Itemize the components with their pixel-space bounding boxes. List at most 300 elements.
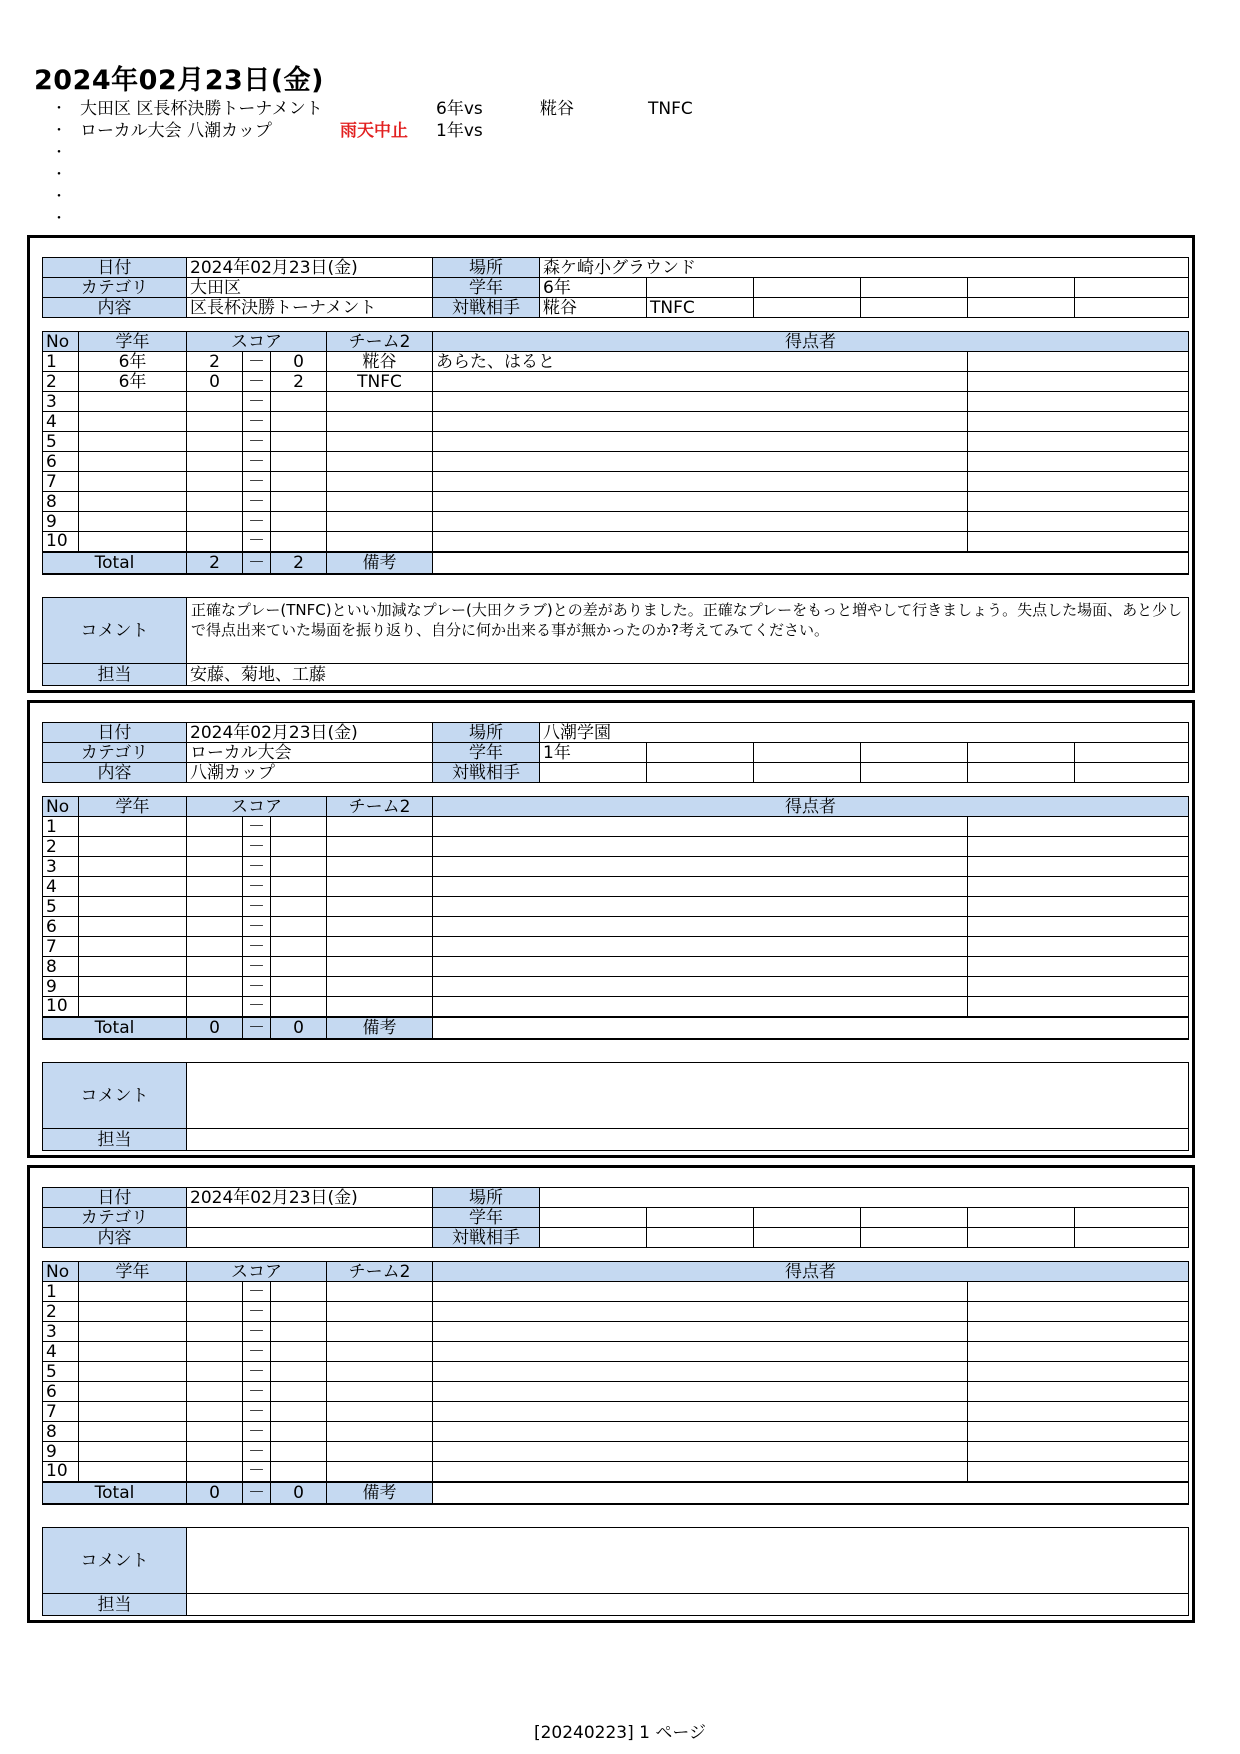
score-table [42, 796, 1189, 1040]
score-row [43, 1382, 1189, 1402]
row-score-home [187, 937, 243, 957]
opponent-extra-cell [754, 298, 861, 318]
match-info-table [42, 1187, 1189, 1248]
team2-header: チーム2 [327, 332, 433, 352]
row-score-home: 2 [187, 352, 243, 372]
category-label: カテゴリ [43, 278, 187, 298]
notes-label: 備考 [327, 552, 433, 574]
row-grade [79, 937, 187, 957]
row-score-away [271, 1302, 327, 1322]
row-number: 5 [43, 897, 79, 917]
summary-status: 雨天中止 [340, 121, 408, 141]
row-score-home [187, 997, 243, 1017]
row-grade [79, 837, 187, 857]
row-score-away [271, 532, 327, 552]
row-number: 10 [43, 532, 79, 552]
score-row [43, 977, 1189, 997]
scorer-header: 得点者 [433, 797, 1189, 817]
opponent-extra-cell [754, 763, 861, 783]
comment-label: コメント [43, 598, 187, 664]
row-grade [79, 512, 187, 532]
row-number: 10 [43, 1462, 79, 1482]
opponent-extra-cell [1075, 1228, 1189, 1248]
match-info-table [42, 257, 1189, 318]
team2-header: チーム2 [327, 797, 433, 817]
content-value: 区長杯決勝トーナメント [187, 298, 433, 318]
score-dash: － [243, 1382, 271, 1402]
comment-label: コメント [43, 1528, 187, 1594]
row-score-away [271, 857, 327, 877]
row-scorer [433, 412, 968, 432]
score-dash: － [243, 1017, 271, 1039]
grade-value: 1年 [540, 743, 647, 763]
opponent-extra-cell [1075, 763, 1189, 783]
row-score-away [271, 1342, 327, 1362]
row-score-away [271, 877, 327, 897]
match-info-table [42, 722, 1189, 783]
grade-header: 学年 [79, 332, 187, 352]
grade-extra-cell [647, 743, 754, 763]
row-scorer [433, 957, 968, 977]
row-team2 [327, 857, 433, 877]
row-score-away [271, 1442, 327, 1462]
row-team2 [327, 817, 433, 837]
row-score-home [187, 837, 243, 857]
row-scorer [433, 512, 968, 532]
score-row [43, 352, 1189, 372]
row-scorer [433, 1402, 968, 1422]
row-score-home [187, 492, 243, 512]
score-dash: － [243, 492, 271, 512]
score-dash: － [243, 472, 271, 492]
row-team2 [327, 1322, 433, 1342]
row-team2 [327, 1442, 433, 1462]
grade-extra-cell [1075, 278, 1189, 298]
score-row [43, 1322, 1189, 1342]
score-header: スコア [187, 797, 327, 817]
summary-description: ローカル大会 八潮カップ [80, 121, 272, 141]
row-scorer-extra [968, 372, 1189, 392]
tanto-label: 担当 [43, 1594, 187, 1616]
score-row [43, 1362, 1189, 1382]
row-team2 [327, 432, 433, 452]
row-scorer-extra [968, 1462, 1189, 1482]
row-score-home [187, 817, 243, 837]
comment-text [187, 1528, 1189, 1594]
row-score-home [187, 1402, 243, 1422]
row-grade [79, 1342, 187, 1362]
score-row [43, 937, 1189, 957]
grade-extra-cell [861, 1208, 968, 1228]
score-row [43, 512, 1189, 532]
score-dash: － [243, 1342, 271, 1362]
opponent-value [540, 1228, 647, 1248]
row-scorer-extra [968, 392, 1189, 412]
category-label: カテゴリ [43, 1208, 187, 1228]
score-row [43, 857, 1189, 877]
row-score-away [271, 837, 327, 857]
row-number: 1 [43, 1282, 79, 1302]
row-score-home [187, 1322, 243, 1342]
row-scorer [433, 372, 968, 392]
row-number: 8 [43, 957, 79, 977]
score-row [43, 817, 1189, 837]
row-score-home [187, 897, 243, 917]
row-team2: 糀谷 [327, 352, 433, 372]
match-block [27, 1165, 1195, 1623]
row-team2 [327, 492, 433, 512]
score-row [43, 452, 1189, 472]
opponent-extra-cell [968, 298, 1075, 318]
row-grade [79, 877, 187, 897]
score-row [43, 392, 1189, 412]
row-team2 [327, 1342, 433, 1362]
row-grade [79, 1402, 187, 1422]
grade-label: 学年 [433, 278, 540, 298]
row-score-away [271, 937, 327, 957]
bullet: ・ [52, 145, 66, 161]
row-grade [79, 1442, 187, 1462]
grade-header: 学年 [79, 797, 187, 817]
total-label: Total [43, 1482, 187, 1504]
opponent-extra-cell [968, 763, 1075, 783]
score-dash: － [243, 1282, 271, 1302]
row-scorer [433, 432, 968, 452]
score-dash: － [243, 392, 271, 412]
row-score-away [271, 1362, 327, 1382]
total-score-home: 2 [187, 552, 243, 574]
tanto-value: 安藤、菊地、工藤 [187, 664, 1189, 686]
row-scorer [433, 472, 968, 492]
row-number: 1 [43, 817, 79, 837]
row-number: 2 [43, 1302, 79, 1322]
row-scorer [433, 392, 968, 412]
date-label: 日付 [43, 1188, 187, 1208]
score-row [43, 1462, 1189, 1482]
row-score-home [187, 1442, 243, 1462]
row-team2 [327, 532, 433, 552]
row-grade [79, 472, 187, 492]
row-scorer [433, 937, 968, 957]
score-header-row [43, 332, 1189, 352]
row-team2 [327, 937, 433, 957]
row-scorer-extra [968, 412, 1189, 432]
row-score-home [187, 1422, 243, 1442]
score-dash: － [243, 432, 271, 452]
grade-extra-cell [754, 278, 861, 298]
row-team2 [327, 997, 433, 1017]
row-grade [79, 1302, 187, 1322]
score-rows [43, 352, 1189, 552]
grade-value: 6年 [540, 278, 647, 298]
place-label: 場所 [433, 723, 540, 743]
row-number: 5 [43, 432, 79, 452]
row-grade [79, 1322, 187, 1342]
grade-extra-cell [861, 278, 968, 298]
row-scorer [433, 1362, 968, 1382]
score-dash: － [243, 552, 271, 574]
row-team2 [327, 897, 433, 917]
row-score-away [271, 512, 327, 532]
row-scorer-extra [968, 512, 1189, 532]
row-score-away [271, 897, 327, 917]
score-row [43, 1422, 1189, 1442]
score-dash: － [243, 1402, 271, 1422]
score-row [43, 877, 1189, 897]
score-dash: － [243, 997, 271, 1017]
row-grade [79, 432, 187, 452]
total-score-home: 0 [187, 1017, 243, 1039]
opponent-extra-cell [968, 1228, 1075, 1248]
content-label: 内容 [43, 763, 187, 783]
score-rows [43, 817, 1189, 1017]
row-scorer [433, 877, 968, 897]
row-scorer [433, 977, 968, 997]
row-team2 [327, 1462, 433, 1482]
grade-extra-cell [754, 743, 861, 763]
row-score-away [271, 432, 327, 452]
score-row [43, 957, 1189, 977]
score-dash: － [243, 837, 271, 857]
date-value: 2024年02月23日(金) [187, 1188, 433, 1208]
row-score-home [187, 472, 243, 492]
row-scorer-extra [968, 1382, 1189, 1402]
row-score-away [271, 1402, 327, 1422]
content-value [187, 1228, 433, 1248]
no-header: No [43, 1262, 79, 1282]
row-score-home [187, 877, 243, 897]
score-row [43, 1342, 1189, 1362]
score-row [43, 917, 1189, 937]
row-grade [79, 1462, 187, 1482]
summary-grade: 6年vs [436, 99, 483, 119]
row-team2 [327, 392, 433, 412]
row-number: 7 [43, 937, 79, 957]
notes-value [433, 552, 1189, 574]
row-score-away [271, 392, 327, 412]
total-row [43, 1482, 1189, 1504]
row-scorer-extra [968, 452, 1189, 472]
score-dash: － [243, 1322, 271, 1342]
comment-text [187, 1063, 1189, 1129]
row-scorer-extra [968, 857, 1189, 877]
row-scorer-extra [968, 432, 1189, 452]
score-row [43, 1442, 1189, 1462]
place-value: 八潮学園 [540, 723, 1189, 743]
score-header: スコア [187, 1262, 327, 1282]
row-score-home [187, 1462, 243, 1482]
score-row [43, 472, 1189, 492]
opponent-value [647, 763, 754, 783]
row-score-home [187, 1342, 243, 1362]
row-number: 2 [43, 372, 79, 392]
row-score-away [271, 452, 327, 472]
row-scorer-extra [968, 1422, 1189, 1442]
score-dash: － [243, 897, 271, 917]
row-scorer-extra [968, 352, 1189, 372]
opponent-extra-cell [754, 1228, 861, 1248]
row-scorer [433, 1342, 968, 1362]
date-value: 2024年02月23日(金) [187, 723, 433, 743]
summary-opponent: TNFC [648, 99, 693, 119]
summary-grade: 1年vs [436, 121, 483, 141]
row-team2 [327, 1382, 433, 1402]
opponent-label: 対戦相手 [433, 1228, 540, 1248]
row-team2 [327, 1402, 433, 1422]
category-value [187, 1208, 433, 1228]
date-label: 日付 [43, 723, 187, 743]
score-dash: － [243, 817, 271, 837]
row-score-away [271, 492, 327, 512]
row-scorer [433, 1462, 968, 1482]
score-dash: － [243, 512, 271, 532]
row-scorer [433, 1442, 968, 1462]
row-grade: 6年 [79, 372, 187, 392]
row-scorer-extra [968, 532, 1189, 552]
score-dash: － [243, 977, 271, 997]
row-score-away [271, 817, 327, 837]
bullet: ・ [52, 167, 66, 183]
score-header-row [43, 797, 1189, 817]
row-grade [79, 1282, 187, 1302]
match-block [27, 700, 1195, 1158]
row-score-home [187, 532, 243, 552]
row-number: 4 [43, 1342, 79, 1362]
score-dash: － [243, 877, 271, 897]
row-grade [79, 452, 187, 472]
row-scorer [433, 917, 968, 937]
score-row [43, 372, 1189, 392]
row-number: 2 [43, 837, 79, 857]
bullet: ・ [52, 189, 66, 205]
row-scorer [433, 897, 968, 917]
row-team2 [327, 472, 433, 492]
row-scorer-extra [968, 817, 1189, 837]
row-scorer [433, 817, 968, 837]
notes-value [433, 1482, 1189, 1504]
row-number: 10 [43, 997, 79, 1017]
score-row [43, 492, 1189, 512]
row-score-home [187, 412, 243, 432]
grade-extra-cell [647, 278, 754, 298]
row-scorer-extra [968, 1442, 1189, 1462]
row-team2 [327, 917, 433, 937]
total-score-away: 0 [271, 1482, 327, 1504]
row-score-home [187, 392, 243, 412]
row-score-away [271, 917, 327, 937]
grade-header: 学年 [79, 1262, 187, 1282]
opponent-extra-cell [861, 763, 968, 783]
opponent-label: 対戦相手 [433, 298, 540, 318]
row-scorer-extra [968, 877, 1189, 897]
score-dash: － [243, 1302, 271, 1322]
grade-label: 学年 [433, 743, 540, 763]
row-grade [79, 1382, 187, 1402]
date-label: 日付 [43, 258, 187, 278]
score-dash: － [243, 937, 271, 957]
score-dash: － [243, 957, 271, 977]
row-scorer [433, 837, 968, 857]
row-number: 6 [43, 917, 79, 937]
score-dash: － [243, 1442, 271, 1462]
row-score-home: 0 [187, 372, 243, 392]
opponent-value [647, 1228, 754, 1248]
grade-extra-cell [968, 278, 1075, 298]
row-number: 3 [43, 392, 79, 412]
score-dash: － [243, 857, 271, 877]
row-grade [79, 957, 187, 977]
notes-label: 備考 [327, 1482, 433, 1504]
scorer-header: 得点者 [433, 332, 1189, 352]
row-number: 1 [43, 352, 79, 372]
team2-header: チーム2 [327, 1262, 433, 1282]
row-number: 9 [43, 512, 79, 532]
row-score-away [271, 997, 327, 1017]
total-label: Total [43, 1017, 187, 1039]
row-score-away: 2 [271, 372, 327, 392]
opponent-value [540, 763, 647, 783]
comment-table [42, 597, 1189, 686]
bullet: ・ [52, 123, 66, 139]
page-title: 2024年02月23日(金) [34, 65, 324, 96]
row-grade [79, 1422, 187, 1442]
score-row [43, 432, 1189, 452]
place-label: 場所 [433, 258, 540, 278]
row-score-away [271, 1422, 327, 1442]
category-value: 大田区 [187, 278, 433, 298]
row-number: 3 [43, 1322, 79, 1342]
notes-label: 備考 [327, 1017, 433, 1039]
score-table [42, 331, 1189, 575]
row-grade [79, 897, 187, 917]
row-scorer-extra [968, 492, 1189, 512]
row-score-home [187, 1302, 243, 1322]
place-value [540, 1188, 1189, 1208]
row-scorer-extra [968, 472, 1189, 492]
total-row [43, 552, 1189, 574]
total-label: Total [43, 552, 187, 574]
score-dash: － [243, 352, 271, 372]
score-row [43, 1302, 1189, 1322]
row-team2 [327, 1362, 433, 1382]
row-grade [79, 857, 187, 877]
grade-extra-cell [647, 1208, 754, 1228]
score-dash: － [243, 1422, 271, 1442]
score-row [43, 412, 1189, 432]
row-score-home [187, 1282, 243, 1302]
row-scorer-extra [968, 917, 1189, 937]
row-team2 [327, 452, 433, 472]
score-row [43, 1402, 1189, 1422]
row-team2 [327, 837, 433, 857]
row-scorer-extra [968, 977, 1189, 997]
tanto-label: 担当 [43, 664, 187, 686]
row-score-away [271, 1382, 327, 1402]
score-row [43, 897, 1189, 917]
row-scorer [433, 857, 968, 877]
row-scorer: あらた、はると [433, 352, 968, 372]
tanto-value [187, 1129, 1189, 1151]
grade-value [540, 1208, 647, 1228]
comment-label: コメント [43, 1063, 187, 1129]
row-scorer-extra [968, 1362, 1189, 1382]
row-score-away: 0 [271, 352, 327, 372]
row-scorer-extra [968, 837, 1189, 857]
row-team2 [327, 977, 433, 997]
grade-extra-cell [968, 743, 1075, 763]
score-dash: － [243, 1462, 271, 1482]
row-scorer-extra [968, 1322, 1189, 1342]
